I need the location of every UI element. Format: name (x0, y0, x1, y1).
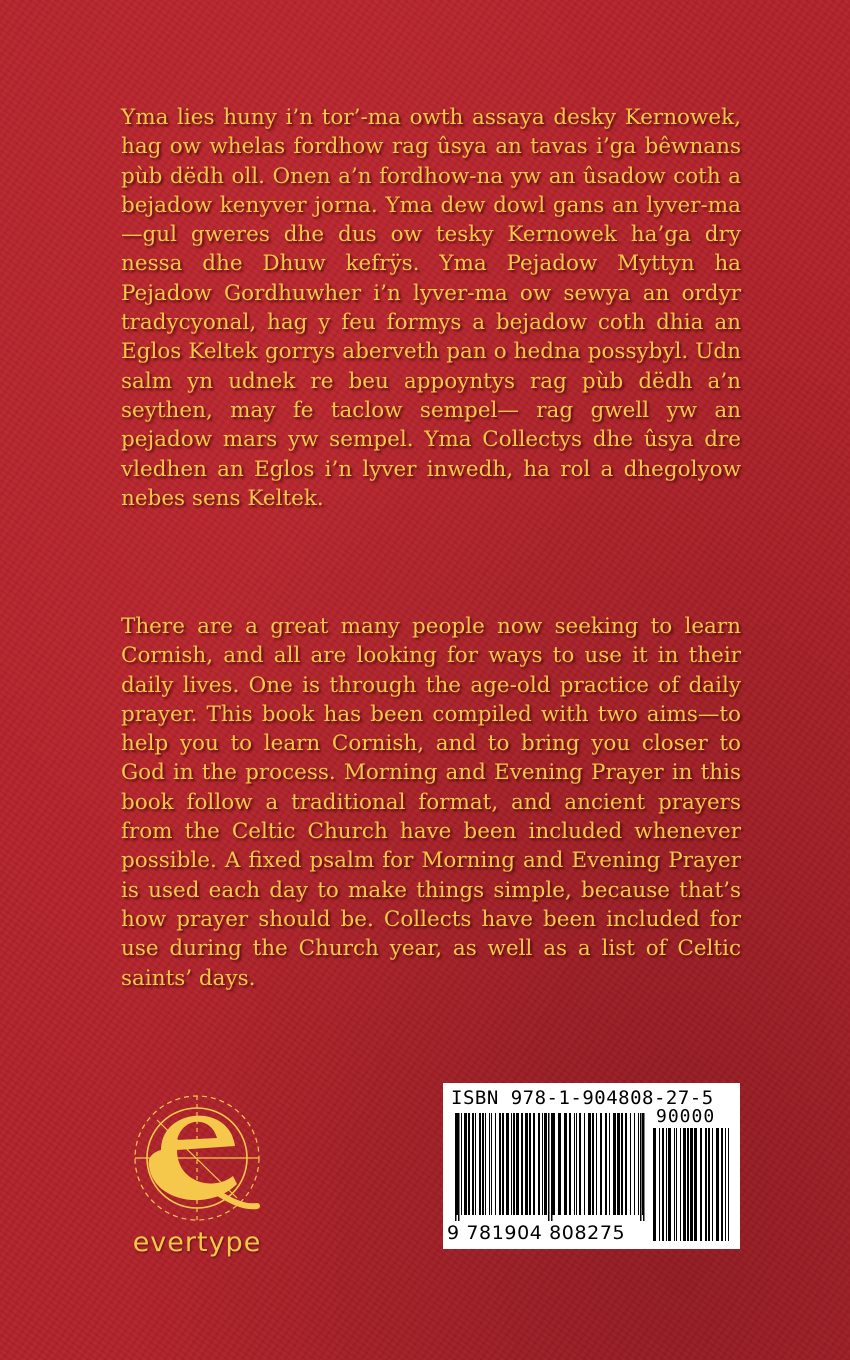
evertype-e-logo-icon (117, 1080, 267, 1230)
isbn-barcode (443, 1083, 740, 1249)
addon-barcode-bars (653, 1128, 733, 1241)
publisher-logo (112, 1080, 282, 1270)
publisher-name: evertype (132, 1227, 262, 1258)
blurb-english: There are a great many people now seeking to learn Cornish, and all are looking for ways to use it in their daily lives. One is through the age-old practice of daily prayer. This book has been compiled with two aims—to help you to learn Cornish, and to bring you closer to God in the process. Morning and Evening Prayer in this book follow a traditional format, and ancient prayers from the Celtic Church have been included whenever possible. A fixed psalm for Morning and Evening Prayer is used each day to make things simple, because that’s how prayer should be. Collects have been included for use during the Church year, as well as a list of Celtic saints’ days. (121, 614, 741, 991)
blurb-cornish: Yma lies huny i’n tor’-ma owth assaya desky Kernowek, hag ow whelas fordhow rag ûsya an tavas i’ga bêwnans pùb dëdh oll. Onen a’n fordhow-na yw an ûsadow coth a bejadow kenyver jorna. Yma dew dowl gans an lyver-ma—gul gweres dhe dus ow tesky Kernowek ha’ga dry nessa dhe Dhuw kefrÿs. Yma Pejadow Myttyn ha Pejadow Gordhuwher i’n lyver-ma ow sewya an ordyr tradycyonal, hag y feu formys a bejadow coth dhia an Eglos Keltek gorrys aberveth pan o hedna possybyl. Udn salm yn udnek re beu appoyntys rag pùb dëdh a’n seythen, may fe taclow sempel— rag gwell yw an pejadow mars yw sempel. Yma Collectys dhe ûsya dre vledhen an Eglos i’n lyver inwedh, ha rol a dhegolyow nebes sens Keltek. (121, 105, 741, 511)
ean-barcode-bars (455, 1113, 645, 1221)
isbn-label: ISBN 978-1-904808-27-5 (451, 1087, 714, 1109)
price-addon-code: 90000 (656, 1106, 716, 1127)
barcode-digits: 9 781904 808275 (447, 1222, 626, 1244)
